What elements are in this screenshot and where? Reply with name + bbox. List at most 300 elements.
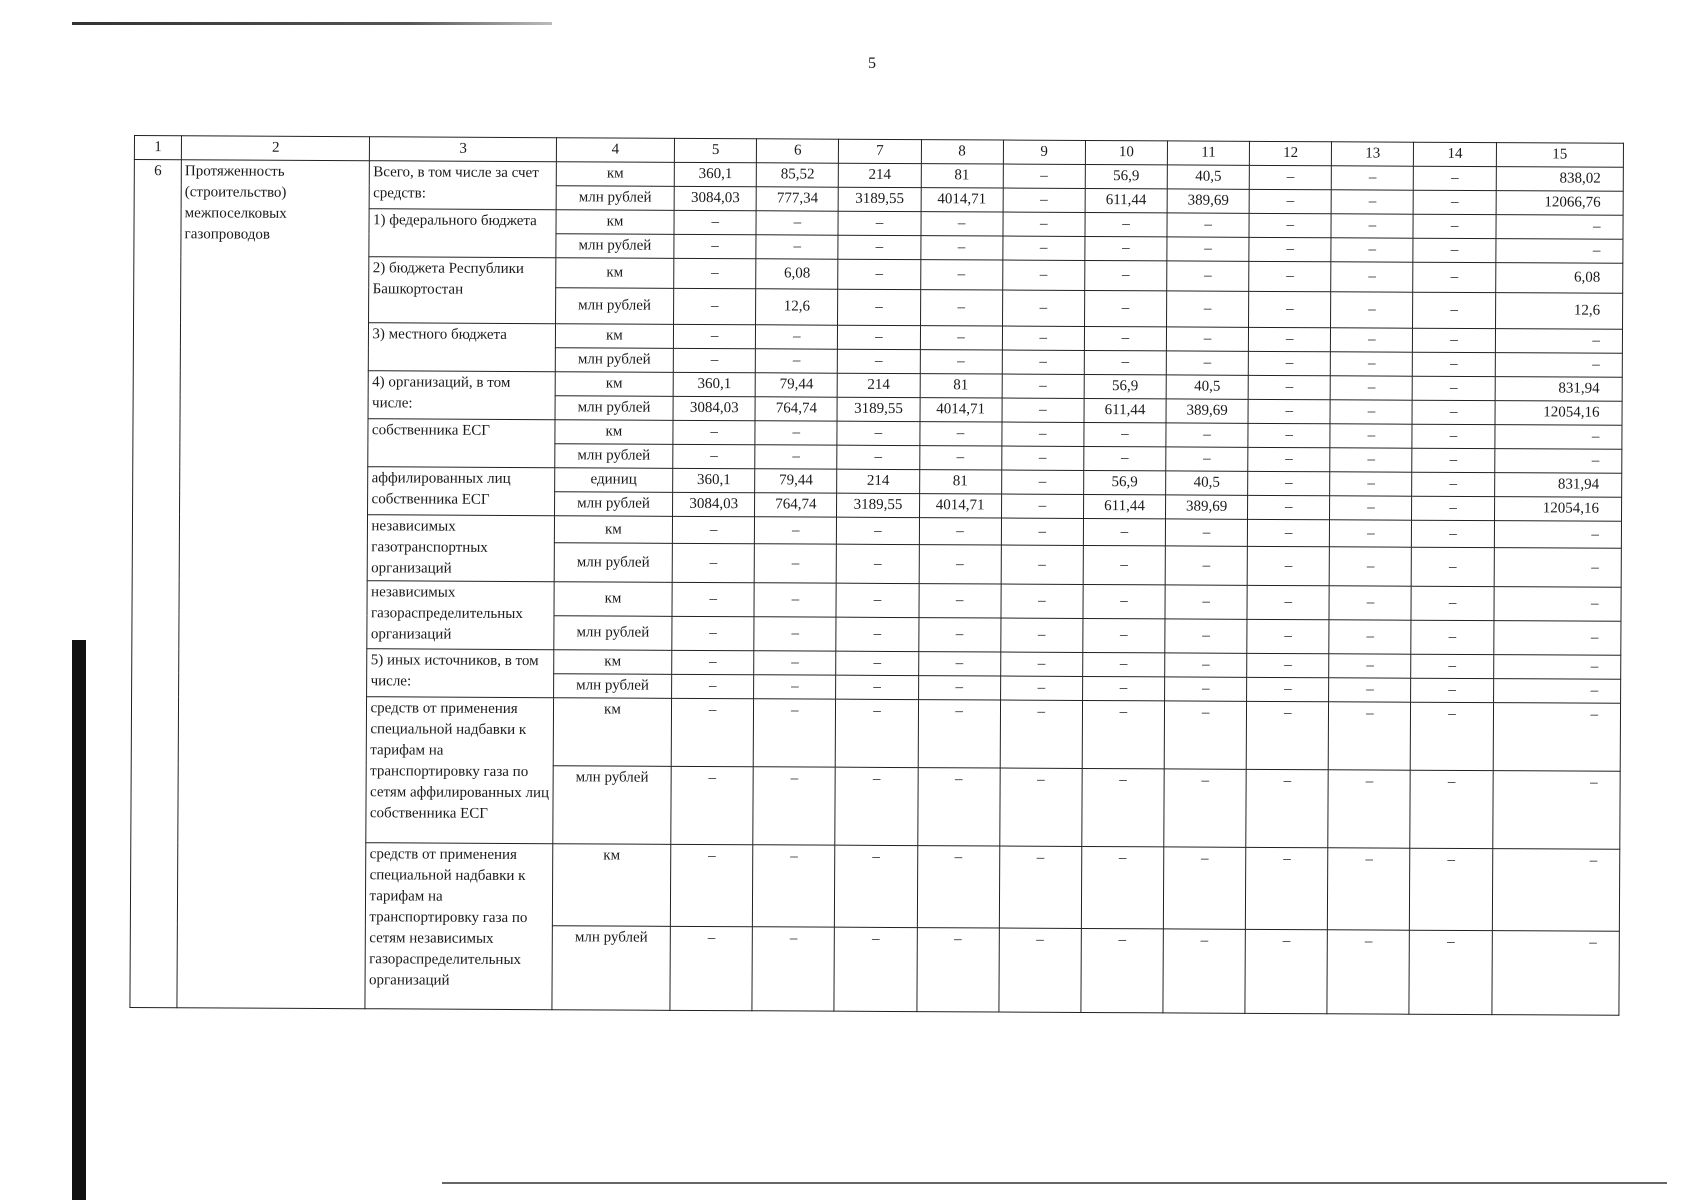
value-cell: – — [1329, 702, 1412, 770]
value-cell: – — [919, 518, 1001, 546]
value-cell: – — [1249, 165, 1331, 189]
value-cell: – — [1331, 262, 1413, 292]
value-cell: – — [1331, 352, 1413, 376]
value-cell: – — [673, 444, 755, 468]
value-cell: – — [1085, 236, 1167, 260]
value-cell: – — [1247, 585, 1329, 619]
value-cell: – — [1084, 350, 1166, 374]
value-cell: – — [1165, 653, 1247, 677]
value-cell: – — [1084, 290, 1166, 326]
value-cell: – — [1167, 237, 1249, 261]
value-cell: – — [1331, 328, 1413, 352]
value-cell: 764,74 — [755, 397, 837, 421]
value-cell: 3189,55 — [837, 493, 919, 517]
value-cell: 4014,71 — [920, 398, 1002, 422]
value-cell: – — [672, 516, 754, 544]
value-cell: – — [1249, 189, 1331, 213]
column-number-12: 12 — [1250, 141, 1332, 165]
value-cell: – — [673, 348, 755, 372]
unit-cell: млн рублей — [554, 543, 672, 582]
unit-cell: км — [555, 420, 673, 445]
page-number: 5 — [868, 55, 876, 72]
value-cell: – — [1329, 547, 1411, 586]
value-cell: – — [1494, 548, 1622, 587]
value-cell: – — [1494, 521, 1622, 549]
funding-source-label: собственника ЕСГ — [368, 419, 555, 468]
value-cell: – — [1164, 701, 1247, 769]
value-cell: – — [1163, 847, 1246, 929]
value-cell: 40,5 — [1166, 375, 1248, 399]
value-cell: – — [1412, 424, 1494, 448]
value-cell: – — [754, 583, 836, 617]
value-cell: – — [1165, 585, 1247, 619]
value-cell: 831,94 — [1494, 473, 1621, 498]
value-cell: – — [674, 234, 756, 258]
value-cell: – — [836, 651, 918, 675]
funding-source-label: средств от применения специальной надбавки к тарифам на транспортировку газа по сетям аффилированных лиц собственника ЕСГ — [366, 697, 553, 844]
unit-cell: млн рублей — [552, 926, 671, 1011]
value-cell: – — [919, 422, 1001, 446]
value-cell: 12054,16 — [1495, 401, 1622, 426]
value-cell: – — [1003, 212, 1085, 236]
unit-cell: км — [556, 258, 674, 289]
value-cell: – — [1000, 652, 1082, 676]
column-number-6: 6 — [757, 139, 839, 163]
unit-cell: км — [555, 372, 673, 397]
value-cell: 360,1 — [674, 162, 756, 186]
value-cell: – — [754, 651, 836, 675]
value-cell: 12054,16 — [1494, 497, 1621, 522]
value-cell: – — [1412, 520, 1494, 548]
value-cell: – — [1412, 400, 1494, 424]
funding-source-label: 5) иных источников, в том числе: — [367, 649, 554, 698]
unit-cell: км — [553, 698, 672, 767]
value-cell: – — [920, 236, 1002, 260]
column-number-1: 1 — [134, 136, 181, 160]
value-cell: – — [1082, 768, 1165, 846]
unit-cell: км — [554, 650, 672, 675]
value-cell: – — [1412, 472, 1494, 496]
value-cell: – — [1166, 447, 1248, 471]
value-cell: – — [1495, 425, 1622, 450]
value-cell: 611,44 — [1085, 188, 1167, 212]
unit-cell: км — [556, 210, 674, 235]
table-body — [130, 136, 1624, 1016]
value-cell: 389,69 — [1167, 189, 1249, 213]
column-number-5: 5 — [674, 138, 756, 162]
value-cell: – — [920, 326, 1002, 350]
value-cell: 12066,76 — [1496, 191, 1623, 216]
value-cell: – — [836, 583, 918, 617]
value-cell: – — [1330, 424, 1412, 448]
value-cell: – — [919, 584, 1001, 618]
value-cell: – — [1411, 654, 1493, 678]
column-number-8: 8 — [921, 140, 1003, 164]
value-cell: – — [1412, 547, 1494, 586]
value-cell: – — [1330, 496, 1412, 520]
value-cell: – — [756, 235, 838, 259]
funding-source-label: независимых газотранспортных организаций — [368, 515, 555, 582]
value-cell: – — [1085, 212, 1167, 236]
value-cell: – — [753, 767, 836, 845]
value-cell: – — [1167, 213, 1249, 237]
value-cell: – — [918, 652, 1000, 676]
value-cell: – — [838, 349, 920, 373]
value-cell: – — [1248, 447, 1330, 471]
value-cell: – — [672, 650, 754, 674]
funding-source-label: Всего, в том числе за счет средств: — [370, 161, 557, 210]
column-number-10: 10 — [1085, 140, 1167, 164]
value-cell: – — [1165, 546, 1247, 585]
value-cell: – — [1412, 496, 1494, 520]
value-cell: – — [1495, 239, 1622, 264]
value-cell: 81 — [920, 374, 1002, 398]
value-cell: – — [838, 325, 920, 349]
value-cell: – — [1249, 327, 1331, 351]
scan-artifact-bottom-line — [442, 1182, 1667, 1184]
value-cell: 40,5 — [1167, 165, 1249, 189]
value-cell: 3084,03 — [673, 492, 755, 516]
value-cell: – — [1331, 238, 1413, 262]
value-cell: – — [999, 928, 1082, 1012]
funding-source-label: 1) федерального бюджета — [369, 209, 556, 258]
value-cell: – — [1001, 470, 1083, 494]
value-cell: – — [672, 582, 754, 616]
value-cell: – — [674, 258, 756, 288]
value-cell: – — [1414, 166, 1496, 190]
value-cell: – — [754, 544, 836, 583]
value-cell: – — [1002, 422, 1084, 446]
value-cell: – — [671, 766, 754, 844]
value-cell: – — [1082, 700, 1165, 768]
value-cell: 4014,71 — [921, 188, 1003, 212]
value-cell: – — [1247, 619, 1329, 653]
value-cell: – — [1414, 190, 1496, 214]
value-cell: – — [1330, 400, 1412, 424]
value-cell: – — [1165, 619, 1247, 653]
value-cell: – — [756, 211, 838, 235]
value-cell: – — [1411, 620, 1493, 654]
funding-table — [129, 135, 1624, 1016]
value-cell: – — [1411, 586, 1493, 620]
value-cell: – — [1247, 677, 1329, 701]
value-cell: – — [1413, 214, 1495, 238]
value-cell: – — [754, 675, 836, 699]
unit-cell: млн рублей — [555, 288, 673, 325]
item-number: 6 — [130, 160, 182, 1008]
value-cell: – — [1330, 520, 1412, 548]
column-number-11: 11 — [1167, 141, 1249, 165]
value-cell: – — [1410, 770, 1493, 848]
value-cell: – — [836, 617, 918, 651]
value-cell: 3189,55 — [837, 397, 919, 421]
column-number-13: 13 — [1332, 142, 1414, 166]
value-cell: – — [1495, 353, 1622, 378]
value-cell: – — [1001, 446, 1083, 470]
value-cell: – — [1410, 848, 1493, 930]
value-cell: – — [1248, 423, 1330, 447]
value-cell: 360,1 — [673, 468, 755, 492]
value-cell: – — [1084, 422, 1166, 446]
value-cell: – — [1248, 375, 1330, 399]
value-cell: – — [1083, 518, 1165, 546]
value-cell: – — [756, 325, 838, 349]
value-cell: – — [1249, 237, 1331, 261]
value-cell: 81 — [919, 470, 1001, 494]
value-cell: – — [1494, 449, 1621, 474]
value-cell: – — [1329, 586, 1411, 620]
value-cell: – — [838, 289, 920, 325]
value-cell: – — [999, 768, 1082, 846]
value-cell: 56,9 — [1085, 164, 1167, 188]
value-cell: – — [921, 212, 1003, 236]
value-cell: 3084,03 — [673, 396, 755, 420]
value-cell: – — [1330, 448, 1412, 472]
value-cell: 56,9 — [1084, 374, 1166, 398]
column-number-9: 9 — [1003, 140, 1085, 164]
value-cell: – — [1329, 620, 1411, 654]
value-cell: – — [916, 928, 999, 1012]
value-cell: – — [919, 446, 1001, 470]
value-cell: – — [752, 927, 835, 1011]
value-cell: – — [1083, 652, 1165, 676]
value-cell: – — [838, 211, 920, 235]
value-cell: – — [754, 617, 836, 651]
unit-cell: млн рублей — [554, 492, 672, 517]
funding-source-label: 4) организаций, в том числе: — [368, 371, 555, 420]
value-cell: – — [753, 699, 836, 767]
unit-cell: млн рублей — [553, 766, 672, 845]
value-cell: – — [1002, 260, 1084, 290]
value-cell: – — [1411, 678, 1493, 702]
value-cell: – — [1331, 190, 1413, 214]
column-number-14: 14 — [1414, 142, 1496, 166]
value-cell: – — [755, 445, 837, 469]
scan-artifact-top-line — [72, 22, 552, 25]
unit-cell: млн рублей — [555, 396, 673, 421]
value-cell: – — [1003, 188, 1085, 212]
value-cell: – — [1328, 770, 1411, 848]
value-cell: – — [1409, 930, 1492, 1014]
value-cell: – — [1493, 703, 1621, 772]
value-cell: – — [1082, 676, 1164, 700]
value-cell: – — [1166, 327, 1248, 351]
value-cell: – — [1332, 166, 1414, 190]
value-cell: – — [1246, 847, 1329, 929]
value-cell: – — [1083, 546, 1165, 585]
funding-source-label: аффилированных лиц собственника ЕСГ — [368, 467, 555, 516]
value-cell: – — [1246, 769, 1329, 847]
value-cell: – — [1165, 677, 1247, 701]
value-cell: – — [1413, 328, 1495, 352]
value-cell: – — [1002, 326, 1084, 350]
value-cell: – — [1331, 292, 1413, 328]
value-cell: – — [1248, 399, 1330, 423]
value-cell: – — [1081, 928, 1164, 1012]
value-cell: 3189,55 — [839, 187, 921, 211]
value-cell: – — [838, 235, 920, 259]
value-cell: 81 — [921, 164, 1003, 188]
column-number-2: 2 — [181, 136, 369, 161]
value-cell: – — [1249, 213, 1331, 237]
funding-source-label: 3) местного бюджета — [369, 323, 556, 372]
unit-cell: единиц — [554, 468, 672, 493]
value-cell: 611,44 — [1083, 494, 1165, 518]
value-cell: – — [755, 421, 837, 445]
value-cell: – — [1495, 329, 1622, 354]
value-cell: – — [834, 927, 917, 1011]
value-cell: 764,74 — [755, 493, 837, 517]
value-cell: 40,5 — [1166, 471, 1248, 495]
value-cell: – — [1329, 678, 1411, 702]
value-cell: – — [1330, 376, 1412, 400]
value-cell: – — [1328, 848, 1411, 930]
value-cell: – — [755, 349, 837, 373]
value-cell: – — [753, 845, 836, 927]
value-cell: 79,44 — [755, 373, 837, 397]
value-cell: 389,69 — [1166, 495, 1248, 519]
value-cell: – — [918, 618, 1000, 652]
value-cell: – — [1167, 291, 1249, 327]
value-cell: – — [920, 350, 1002, 374]
value-cell: – — [1248, 519, 1330, 547]
value-cell: – — [1247, 547, 1329, 586]
unit-cell: км — [552, 844, 671, 927]
value-cell: – — [1166, 423, 1248, 447]
value-cell: – — [1245, 929, 1328, 1013]
funding-source-label: 2) бюджета Республики Башкортостан — [369, 257, 556, 324]
value-cell: – — [1492, 771, 1620, 850]
value-cell: – — [1249, 261, 1331, 291]
value-cell: – — [1167, 261, 1249, 291]
value-cell: – — [671, 698, 754, 766]
value-cell: 831,94 — [1495, 377, 1622, 402]
value-cell: – — [1496, 215, 1623, 240]
funding-source-label: независимых газораспределительных организаций — [367, 581, 554, 650]
unit-cell: км — [554, 582, 672, 617]
value-cell: – — [917, 768, 1000, 846]
value-cell: – — [1492, 931, 1620, 1016]
value-cell: – — [1494, 587, 1622, 622]
value-cell: – — [1001, 618, 1083, 652]
value-cell: – — [1413, 376, 1495, 400]
value-cell: – — [670, 926, 753, 1010]
unit-cell: км — [554, 516, 672, 544]
value-cell: 6,08 — [1495, 263, 1623, 294]
value-cell: – — [1248, 471, 1330, 495]
value-cell: 214 — [837, 469, 919, 493]
value-cell: – — [1002, 374, 1084, 398]
value-cell: – — [836, 699, 919, 767]
value-cell: – — [1002, 290, 1084, 326]
unit-cell: млн рублей — [553, 674, 671, 699]
value-cell: – — [674, 210, 756, 234]
value-cell: – — [1247, 653, 1329, 677]
value-cell: 777,34 — [756, 187, 838, 211]
value-cell: – — [1000, 700, 1083, 768]
value-cell: 79,44 — [755, 469, 837, 493]
value-cell: – — [672, 616, 754, 650]
value-cell: – — [1248, 495, 1330, 519]
value-cell: 12,6 — [1495, 293, 1623, 330]
value-cell: – — [1413, 262, 1495, 292]
value-cell: 360,1 — [673, 372, 755, 396]
item-name: Протяженность (строительство) межпоселковых газопроводов — [177, 160, 370, 1009]
unit-cell: млн рублей — [554, 616, 672, 651]
value-cell: – — [1085, 260, 1167, 290]
column-number-4: 4 — [556, 138, 674, 163]
value-cell: – — [673, 420, 755, 444]
value-cell: – — [1493, 655, 1620, 680]
funding-source-label: средств от применения специальной надбавки к тарифам на транспортировку газа по сетям независимых газораспределительных организаций — [365, 843, 552, 1010]
value-cell: – — [919, 545, 1001, 584]
value-cell: 214 — [838, 373, 920, 397]
value-cell: – — [1493, 621, 1621, 656]
value-cell: – — [1084, 446, 1166, 470]
value-cell: – — [1330, 472, 1412, 496]
value-cell: – — [1081, 846, 1164, 928]
value-cell: – — [672, 674, 754, 698]
value-cell: – — [1411, 702, 1494, 770]
value-cell: 56,9 — [1083, 470, 1165, 494]
value-cell: – — [1492, 849, 1620, 932]
value-cell: – — [1412, 448, 1494, 472]
column-number-7: 7 — [839, 139, 921, 163]
value-cell: – — [1001, 584, 1083, 618]
value-cell: – — [1493, 679, 1620, 704]
value-cell: – — [672, 544, 754, 583]
column-number-15: 15 — [1496, 143, 1623, 168]
value-cell: – — [918, 700, 1001, 768]
unit-cell: млн рублей — [556, 186, 674, 211]
value-cell: – — [837, 445, 919, 469]
value-cell: – — [1003, 164, 1085, 188]
value-cell: – — [1001, 545, 1083, 584]
unit-cell: км — [555, 324, 673, 349]
value-cell: 6,08 — [756, 259, 838, 289]
value-cell: – — [1000, 676, 1082, 700]
value-cell: – — [837, 544, 919, 583]
value-cell: 3084,03 — [674, 186, 756, 210]
value-cell: – — [1329, 654, 1411, 678]
value-cell: – — [837, 517, 919, 545]
value-cell: – — [918, 676, 1000, 700]
value-cell: – — [838, 259, 920, 289]
value-cell: – — [1413, 238, 1495, 262]
value-cell: – — [1166, 351, 1248, 375]
value-cell: – — [1002, 398, 1084, 422]
value-cell: – — [673, 324, 755, 348]
unit-cell: млн рублей — [555, 348, 673, 373]
value-cell: – — [1413, 292, 1495, 328]
value-cell: – — [835, 845, 918, 927]
scan-artifact-left-edge — [72, 640, 86, 1200]
value-cell: – — [999, 846, 1082, 928]
value-cell: – — [670, 844, 753, 926]
value-cell: – — [917, 846, 1000, 928]
unit-cell: млн рублей — [555, 444, 673, 469]
unit-cell: км — [556, 162, 674, 187]
value-cell: – — [674, 288, 756, 324]
value-cell: – — [755, 517, 837, 545]
value-cell: – — [1249, 291, 1331, 327]
value-cell: – — [1331, 214, 1413, 238]
value-cell: – — [1164, 769, 1247, 847]
value-cell: – — [1083, 584, 1165, 618]
value-cell: – — [1248, 351, 1330, 375]
value-cell: 611,44 — [1084, 398, 1166, 422]
value-cell: 85,52 — [756, 163, 838, 187]
